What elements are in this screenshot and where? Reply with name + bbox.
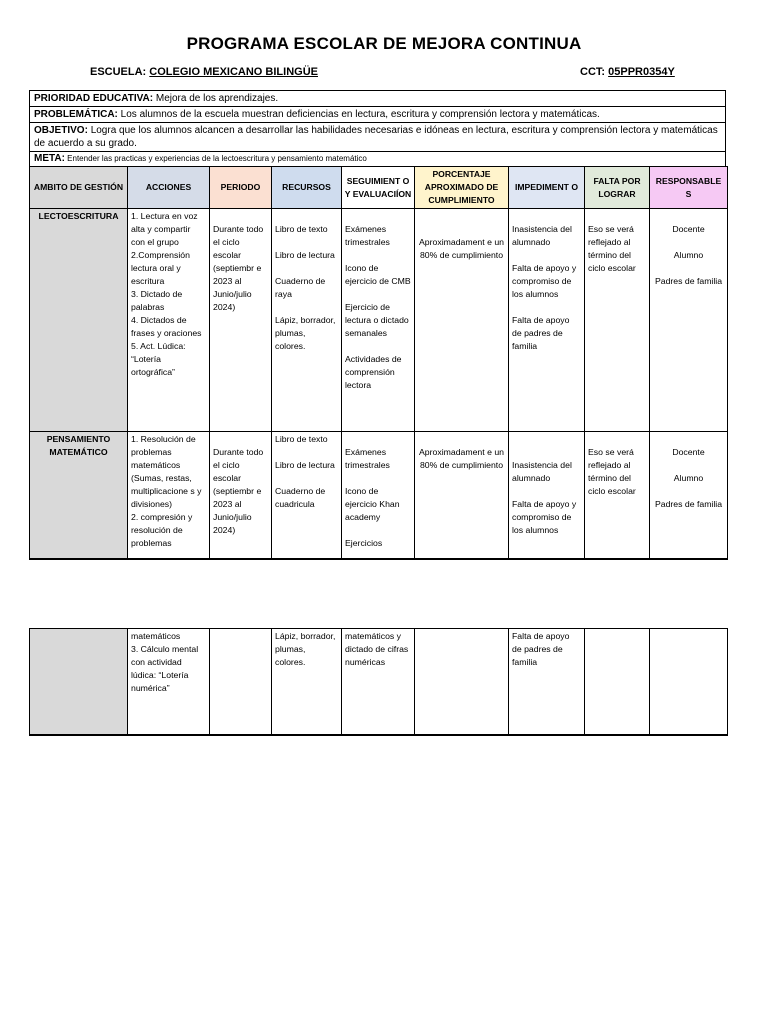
impedimento-cell: Falta de apoyo de padres de familia <box>509 629 585 735</box>
porcentaje-cell <box>415 629 509 735</box>
prioridad-label: PRIORIDAD EDUCATIVA: <box>34 93 154 104</box>
falta-cell: Eso se verá reflejado al término del ciclo escolar <box>585 209 650 432</box>
header-row <box>30 167 728 209</box>
page-title: PROGRAMA ESCOLAR DE MEJORA CONTINUA <box>186 34 582 53</box>
responsables-cell <box>650 209 728 432</box>
header-impedimento: IMPEDIMENT O <box>509 167 585 209</box>
responsable-item: Docente <box>672 447 705 457</box>
recurso-item: Cuaderno de cuadricula <box>275 486 326 509</box>
recurso-item: Cuaderno de raya <box>275 276 326 299</box>
meta-text: Entender las practicas y experiencias de la lectoescritura y pensamiento matemático <box>67 154 367 163</box>
impedimento-item: Falta de apoyo y compromiso de los alumnos <box>512 499 577 535</box>
recursos-cell <box>272 432 342 559</box>
cct-field <box>580 66 675 78</box>
seguimiento-item: Ejercicio de lectura o dictado semanales <box>345 302 409 338</box>
header-recursos: RECURSOS <box>272 167 342 209</box>
prioridad-row <box>30 91 725 107</box>
periodo-cell <box>210 629 272 735</box>
acciones-cell <box>128 432 210 559</box>
recurso-item: Libro de lectura <box>275 250 335 260</box>
seguimiento-item: Exámenes trimestrales <box>345 224 390 247</box>
impedimento-item: Falta de apoyo y compromiso de los alumnos <box>512 263 577 299</box>
table-row <box>30 209 728 432</box>
plan-table <box>29 166 728 560</box>
acciones-cell <box>128 629 210 735</box>
accion-item: 4. Dictados de frases y oraciones <box>131 315 202 338</box>
accion-item: 1. Lectura en voz alta y compartir con el grupo <box>131 211 198 247</box>
responsable-item: Padres de familia <box>654 499 723 509</box>
acciones-cell <box>128 209 210 432</box>
prioridad-text: Mejora de los aprendizajes. <box>155 93 279 104</box>
periodo-cell: Durante todo el ciclo escolar (septiembr e 2023 al Junio/julio 2024) <box>210 209 272 432</box>
seguimiento-item: Icono de ejercicio de CMB <box>345 263 411 286</box>
recurso-item: Lápiz, borrador, plumas, colores. <box>275 315 336 351</box>
seguimiento-item: Actividades de comprensión lectora <box>345 354 402 390</box>
recursos-cell: Lápiz, borrador, plumas, colores. <box>272 629 342 735</box>
porcentaje-cell: Aproximadament e un 80% de cumplimiento <box>415 432 509 559</box>
problematica-row <box>30 107 725 123</box>
responsables-cell <box>650 432 728 559</box>
recurso-item: Libro de lectura <box>275 460 335 470</box>
falta-cell <box>585 629 650 735</box>
ambito-cell: PENSAMIENTO MATEMÁTICO <box>30 432 128 559</box>
seguimiento-cell <box>342 432 415 559</box>
header-seguimiento: SEGUIMIENT O Y EVALUACIÍON <box>342 167 415 209</box>
seguimiento-cell: matemáticos y dictado de cifras numéricas <box>342 629 415 735</box>
problematica-label: PROBLEMÁTICA: <box>34 109 118 120</box>
recurso-item: Libro de texto <box>275 224 328 234</box>
accion-item: 2. compresión y resolución de problemas <box>131 512 193 548</box>
header-porcentaje: PORCENTAJE APROXIMADO DE CUMPLIMIENTO <box>415 167 509 209</box>
table-row <box>30 629 728 735</box>
header-ambito: AMBITO DE GESTIÓN <box>30 167 128 209</box>
header-responsables: RESPONSABLE S <box>650 167 728 209</box>
impedimento-cell <box>509 432 585 559</box>
seguimiento-item: Icono de ejercicio Khan academy <box>345 486 400 522</box>
recurso-item: Libro de texto <box>275 434 328 444</box>
responsable-item: Alumno <box>673 473 704 483</box>
accion-item: 3. Dictado de palabras <box>131 289 183 312</box>
problematica-text: Los alumnos de la escuela muestran deficiencias en lectura, escritura y comprensión lectora y matemáticas. <box>120 109 600 120</box>
school-label: ESCUELA: <box>90 66 147 78</box>
seguimiento-item: Ejercicios <box>345 538 383 548</box>
cct-label: CCT: <box>580 66 606 78</box>
table-row <box>30 432 728 559</box>
objetivo-text: Logra que los alumnos alcancen a desarrollar las habilidades necesarias e idóneas en lectura, escritura y comprensión lectora y matemáticas de acuerdo a su grado. <box>34 125 718 149</box>
meta-label: META: <box>34 153 65 164</box>
school-name: COLEGIO MEXICANO BILINGÜE <box>149 66 318 78</box>
falta-cell: Eso se verá reflejado al término del ciclo escolar <box>585 432 650 559</box>
header-acciones: ACCIONES <box>128 167 210 209</box>
impedimento-item: Inasistencia del alumnado <box>512 224 572 247</box>
objetivo-label: OBJETIVO: <box>34 125 88 136</box>
seguimiento-item: Exámenes trimestrales <box>345 447 390 470</box>
responsable-item: Padres de familia <box>654 276 723 286</box>
accion-item: 5. Act. Lúdica: “Lotería ortográfica” <box>131 341 186 377</box>
objetivo-row <box>30 123 725 152</box>
accion-item: matemáticos <box>131 631 181 641</box>
porcentaje-cell: Aproximadament e un 80% de cumplimiento <box>415 209 509 432</box>
recursos-cell <box>272 209 342 432</box>
plan-table-continuation <box>29 628 728 736</box>
info-box <box>29 90 726 167</box>
school-field <box>90 66 318 78</box>
impedimento-item: Inasistencia del alumnado <box>512 460 572 483</box>
cct-value: 05PPR0354Y <box>608 66 675 78</box>
impedimento-item: Falta de apoyo de padres de familia <box>512 315 570 351</box>
ambito-cell: LECTOESCRITURA <box>30 209 128 432</box>
header-falta: FALTA POR LOGRAR <box>585 167 650 209</box>
responsable-item: Docente <box>672 224 705 234</box>
responsables-cell <box>650 629 728 735</box>
header-periodo: PERIODO <box>210 167 272 209</box>
accion-item: 3. Cálculo mental con actividad lúdica: “Lotería numérica” <box>131 644 199 693</box>
responsable-item: Alumno <box>673 250 704 260</box>
impedimento-cell <box>509 209 585 432</box>
ambito-cell <box>30 629 128 735</box>
accion-item: 2.Comprensión lectura oral y escritura <box>131 250 190 286</box>
accion-item: 1. Resolución de problemas matemáticos (Sumas, restas, multiplicacione s y divisiones) <box>131 434 202 509</box>
seguimiento-cell <box>342 209 415 432</box>
meta-row <box>30 152 725 167</box>
periodo-cell: Durante todo el ciclo escolar (septiembr e 2023 al Junio/julio 2024) <box>210 432 272 559</box>
